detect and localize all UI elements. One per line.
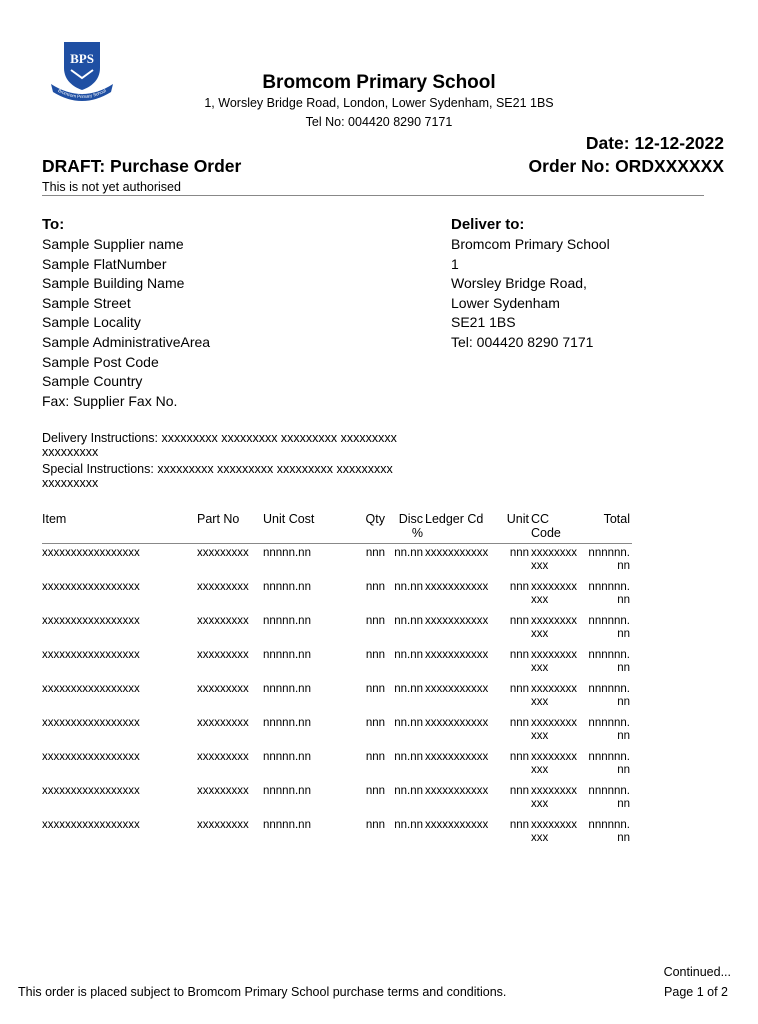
cell-cc-code: xxxxxxxxxxx [531,785,577,810]
delivery-address-line: 1 [451,255,459,272]
cell-ledger-cd: xxxxxxxxxxx [425,751,489,763]
cell-cc-code: xxxxxxxxxxx [531,683,577,708]
cell-unit: nnn [509,547,529,559]
logo-text: BPS [70,51,94,66]
cell-disc: nn.nn [394,785,423,797]
cell-qty: nnn [365,547,385,559]
column-header-cc-code: CC Code [531,512,583,544]
cell-disc: nn.nn [394,751,423,763]
cell-cc-code: xxxxxxxxxxx [531,819,577,844]
cell-disc: nn.nn [394,547,423,559]
cell-qty: nnn [365,649,385,661]
cell-part-no: xxxxxxxxx [197,717,249,729]
cell-part-no: xxxxxxxxx [197,547,249,559]
cell-total: nnnnnn.nn [588,717,630,742]
supplier-address-line: Sample Street [42,294,131,311]
cell-part-no: xxxxxxxxx [197,819,249,831]
cell-item: xxxxxxxxxxxxxxxxx [42,683,140,695]
cell-unit-cost: nnnnn.nn [263,581,311,593]
table-header-row [42,512,632,544]
cell-disc: nn.nn [394,581,423,593]
cell-ledger-cd: xxxxxxxxxxx [425,785,489,797]
cell-disc: nn.nn [394,819,423,831]
cell-cc-code: xxxxxxxxxxx [531,581,577,606]
cell-item: xxxxxxxxxxxxxxxxx [42,751,140,763]
table-row [42,612,632,646]
delivery-address-block [451,214,731,353]
cell-ledger-cd: xxxxxxxxxxx [425,683,489,695]
table-row [42,544,632,579]
supplier-address-line: Sample Building Name [42,275,185,292]
page-number: Page 1 of 2 [664,985,728,999]
cell-unit: nnn [509,615,529,627]
cell-unit: nnn [509,751,529,763]
cell-total: nnnnnn.nn [588,785,630,810]
table-row [42,680,632,714]
special-instructions: Special Instructions: xxxxxxxxx xxxxxxxxx xxxxxxxxx xxxxxxxxx xxxxxxxxx [42,462,393,490]
cell-item: xxxxxxxxxxxxxxxxx [42,547,140,559]
supplier-address-line: Sample Locality [42,314,141,331]
cell-qty: nnn [365,615,385,627]
cell-total: nnnnnn.nn [588,751,630,776]
column-header-qty: Qty [341,512,387,544]
cell-part-no: xxxxxxxxx [197,649,249,661]
table-row [42,748,632,782]
cell-item: xxxxxxxxxxxxxxxxx [42,615,140,627]
cell-qty: nnn [365,751,385,763]
cell-total: nnnnnn.nn [588,683,630,708]
table-row [42,782,632,816]
column-header-total: Total [583,512,632,544]
cell-part-no: xxxxxxxxx [197,615,249,627]
order-number: Order No: ORDXXXXXX [528,156,724,176]
supplier-address-line: Sample FlatNumber [42,255,167,272]
cell-ledger-cd: xxxxxxxxxxx [425,819,489,831]
school-telephone: Tel No: 004420 8290 7171 [305,115,453,129]
column-header-disc: Disc % [387,512,425,544]
document-title: DRAFT: Purchase Order [42,156,242,176]
cell-cc-code: xxxxxxxxxxx [531,717,577,742]
cell-unit: nnn [509,785,529,797]
cell-item: xxxxxxxxxxxxxxxxx [42,819,140,831]
terms-notice: This order is placed subject to Bromcom Primary School purchase terms and conditions. [18,985,507,999]
delivery-address-line: Lower Sydenham [451,294,560,311]
cell-unit-cost: nnnnn.nn [263,717,311,729]
supplier-address-line: Sample Country [42,373,143,390]
cell-total: nnnnnn.nn [588,649,630,674]
delivery-address-line: SE21 1BS [451,314,516,331]
column-header-unit-cost: Unit Cost [263,512,341,544]
cell-item: xxxxxxxxxxxxxxxxx [42,649,140,661]
authorisation-status: This is not yet authorised [42,180,181,194]
cell-ledger-cd: xxxxxxxxxxx [425,717,489,729]
cell-qty: nnn [365,717,385,729]
cell-total: nnnnnn.nn [588,819,630,844]
continued-label: Continued... [663,965,731,979]
cell-ledger-cd: xxxxxxxxxxx [425,615,489,627]
cell-unit-cost: nnnnn.nn [263,751,311,763]
column-header-item: Item [42,512,197,544]
cell-total: nnnnnn.nn [588,581,630,606]
table-row [42,714,632,748]
order-items-table [42,512,632,850]
cell-cc-code: xxxxxxxxxxx [531,751,577,776]
cell-total: nnnnnn.nn [588,615,630,640]
cell-unit: nnn [509,683,529,695]
column-header-ledger-cd: Ledger Cd [425,512,491,544]
cell-unit-cost: nnnnn.nn [263,785,311,797]
supplier-fax-line: Fax: Supplier Fax No. [42,392,178,409]
cell-unit: nnn [509,717,529,729]
deliver-to-heading: Deliver to: [451,216,525,233]
cell-item: xxxxxxxxxxxxxxxxx [42,785,140,797]
cell-qty: nnn [365,683,385,695]
cell-ledger-cd: xxxxxxxxxxx [425,547,489,559]
supplier-address-line: Sample Post Code [42,353,159,370]
cell-qty: nnn [365,785,385,797]
supplier-address-line: Sample AdministrativeArea [42,333,211,350]
delivery-instructions: Delivery Instructions: xxxxxxxxx xxxxxxxxx xxxxxxxxx xxxxxxxxx xxxxxxxxx [42,431,397,459]
cell-cc-code: xxxxxxxxxxx [531,547,577,572]
cell-ledger-cd: xxxxxxxxxxx [425,581,489,593]
cell-item: xxxxxxxxxxxxxxxxx [42,717,140,729]
delivery-address-line: Worsley Bridge Road, [451,275,587,292]
cell-part-no: xxxxxxxxx [197,683,249,695]
cell-cc-code: xxxxxxxxxxx [531,615,577,640]
cell-disc: nn.nn [394,649,423,661]
school-address: 1, Worsley Bridge Road, London, Lower Sydenham, SE21 1BS [204,96,554,110]
column-header-part-no: Part No [197,512,263,544]
cell-part-no: xxxxxxxxx [197,581,249,593]
supplier-address-block [42,214,402,411]
cell-item: xxxxxxxxxxxxxxxxx [42,581,140,593]
cell-unit-cost: nnnnn.nn [263,615,311,627]
table-row [42,816,632,850]
cell-qty: nnn [365,819,385,831]
cell-disc: nn.nn [394,683,423,695]
school-name: Bromcom Primary School [262,72,496,93]
cell-unit: nnn [509,819,529,831]
table-row [42,578,632,612]
cell-ledger-cd: xxxxxxxxxxx [425,649,489,661]
cell-total: nnnnnn.nn [588,547,630,572]
cell-unit-cost: nnnnn.nn [263,819,311,831]
header-divider [42,195,704,196]
column-header-unit: Unit [491,512,531,544]
cell-disc: nn.nn [394,615,423,627]
table-row [42,646,632,680]
cell-disc: nn.nn [394,717,423,729]
cell-unit-cost: nnnnn.nn [263,649,311,661]
to-heading: To: [42,216,65,233]
cell-cc-code: xxxxxxxxxxx [531,649,577,674]
cell-qty: nnn [365,581,385,593]
cell-unit: nnn [509,581,529,593]
logo-banner-text: Bromcom Primary School [57,87,107,100]
delivery-telephone-line: Tel: 004420 8290 7171 [451,333,594,350]
supplier-address-line: Sample Supplier name [42,236,184,252]
cell-unit-cost: nnnnn.nn [263,547,311,559]
cell-part-no: xxxxxxxxx [197,785,249,797]
cell-part-no: xxxxxxxxx [197,751,249,763]
cell-unit-cost: nnnnn.nn [263,683,311,695]
order-date: Date: 12-12-2022 [585,133,724,153]
cell-unit: nnn [509,649,529,661]
delivery-address-line: Bromcom Primary School [451,236,610,252]
